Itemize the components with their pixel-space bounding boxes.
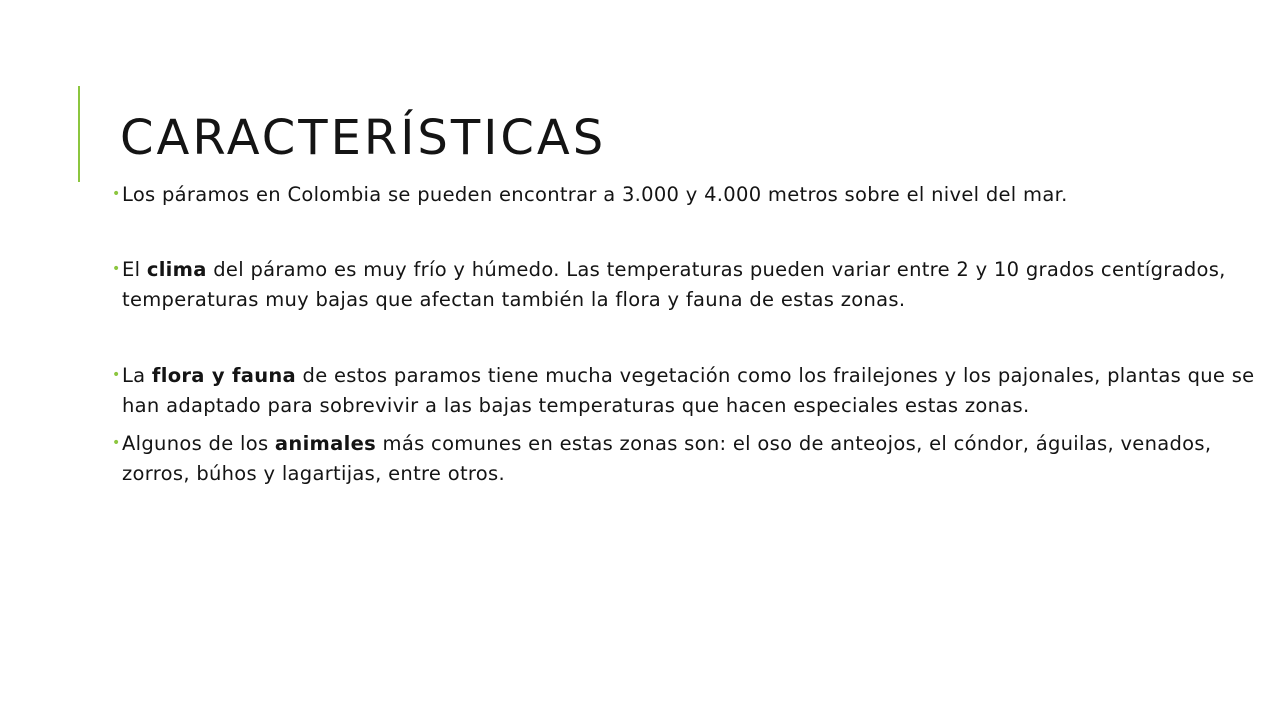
- title-accent-bar: [78, 86, 80, 182]
- bullet-item-altitude: [112, 180, 1272, 210]
- bullet-text-lead: La: [122, 364, 152, 387]
- bullet-text-rest: del páramo es muy frío y húmedo. Las temperaturas pueden variar entre 2 y 10 grados centígrados, temperaturas muy bajas que afectan también la flora y fauna de estas zonas.: [122, 258, 1226, 311]
- bullet-dot-icon: •: [112, 186, 121, 202]
- bullet-text: Los páramos en Colombia se pueden encontrar a 3.000 y 4.000 metros sobre el nivel del mar.: [122, 183, 1068, 206]
- bullet-dot-icon: •: [112, 367, 121, 383]
- bullet-item-climate: [112, 255, 1272, 315]
- bullet-text-lead: El: [122, 258, 147, 281]
- bullet-keyword: animales: [274, 432, 377, 455]
- bullet-item-flora-fauna: [112, 361, 1272, 421]
- bullet-text-rest: de estos paramos tiene mucha vegetación como los frailejones y los pajonales, plantas que se han adaptado para sobrevivir a las bajas temperaturas que hacen especiales estas zonas.: [122, 364, 1255, 417]
- slide-title: CARACTERÍSTICAS: [120, 110, 607, 166]
- bullet-keyword: clima: [146, 258, 207, 281]
- bullet-dot-icon: •: [112, 261, 121, 277]
- bullet-keyword: flora y fauna: [151, 364, 297, 387]
- bullet-text-rest: más comunes en estas zonas son: el oso de anteojos, el cóndor, águilas, venados, zorros, búhos y lagartijas, entre otros.: [122, 432, 1212, 485]
- bullet-list: [112, 180, 1272, 489]
- bullet-item-animals: [112, 429, 1272, 489]
- bullet-text-lead: Algunos de los: [122, 432, 275, 455]
- bullet-dot-icon: •: [112, 435, 121, 451]
